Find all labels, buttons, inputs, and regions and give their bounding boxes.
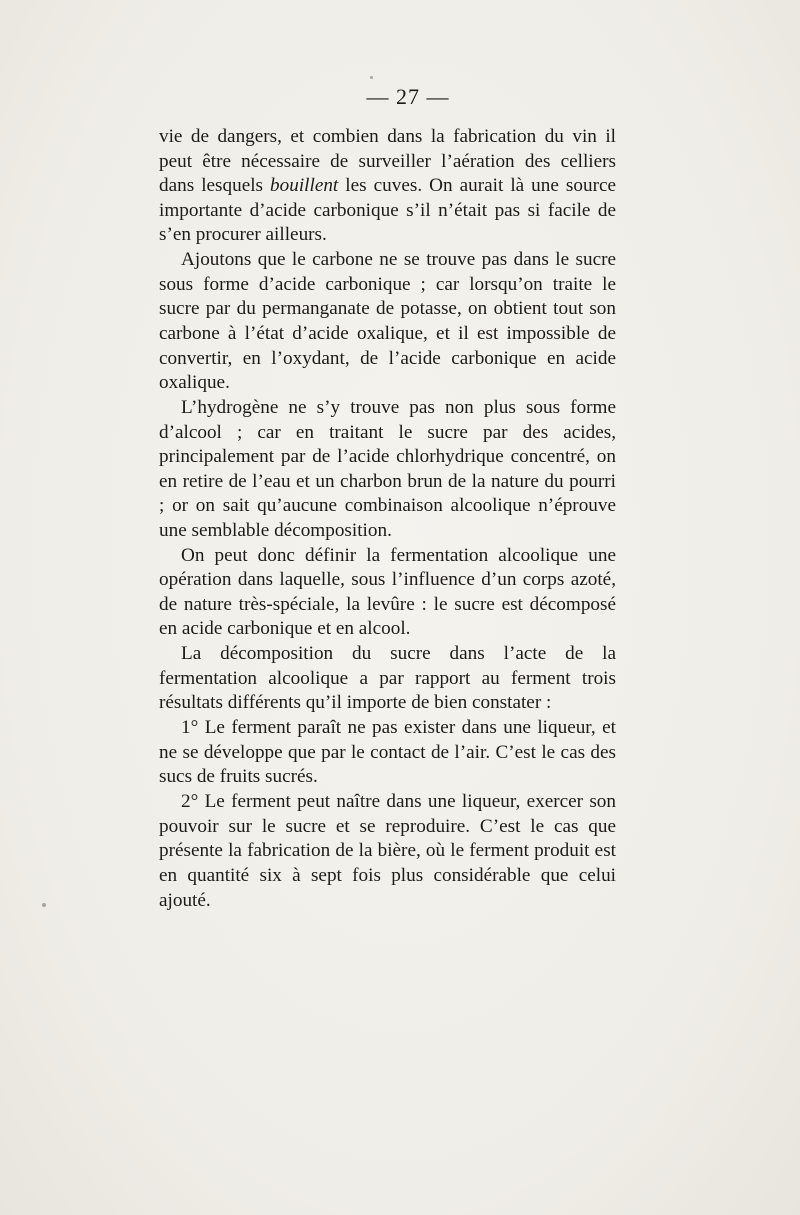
emphasized-word: bouillent bbox=[270, 175, 339, 197]
page-number: — 27 — bbox=[366, 84, 450, 109]
paragraph-1 bbox=[159, 125, 616, 248]
paper-speck bbox=[370, 76, 373, 79]
paragraph-6: 1° Le ferment paraît ne pas exister dans une liqueur, et ne se développe que par le contact de l’air. C’est le cas des sucs de fruits sucrés. bbox=[159, 717, 616, 788]
paragraph-3: L’hydrogène ne s’y trouve pas non plus sous forme d’alcool ; car en traitant le sucre par des acides, principalement par de l’acide chlorhydrique concentré, on en retire de l’eau et un charbon brun de la nature du pourri ; or on sait qu’aucune combinaison alcoolique n’éprouve une semblable décomposition. bbox=[159, 396, 616, 541]
paragraph-2: Ajoutons que le carbone ne se trouve pas dans le sucre sous forme d’acide carbonique ; car lorsqu’on traite le sucre par du permanganate de potasse, on obtient tout son carbone à l’état d’acide oxalique, et il est impossible de convertir, en l’oxydant, de l’acide carbonique en acide oxalique. bbox=[159, 249, 616, 394]
paragraph-1-end: les cuves. On aurait là une source importante d’acide carbonique s’il n’était pas si facile de s’en procurer ailleurs. bbox=[159, 175, 616, 246]
paragraph-1-start: vie de dangers, et combien dans la fabrication du vin il peut être nécessaire de surveiller l’aération des celliers dans lesquels bbox=[159, 126, 616, 197]
paragraph-5: La décomposition du sucre dans l’acte de la fermentation alcoolique a par rapport au ferment trois résultats différents qu’il importe de bien constater : bbox=[159, 643, 616, 714]
paper-speck bbox=[42, 903, 46, 907]
paragraph-4: On peut donc définir la fermentation alcoolique une opération dans laquelle, sous l’influence d’un corps azoté, de nature très-spéciale, la levûre : le sucre est décomposé en acide carbonique et en alcool. bbox=[159, 544, 616, 640]
page-body bbox=[159, 125, 616, 913]
paragraph-7: 2° Le ferment peut naître dans une liqueur, exercer son pouvoir sur le sucre et se reproduire. C’est le cas que présente la fabrication de la bière, où le ferment produit est en quantité six à sept fois plus considérable que celui ajouté. bbox=[159, 791, 616, 911]
